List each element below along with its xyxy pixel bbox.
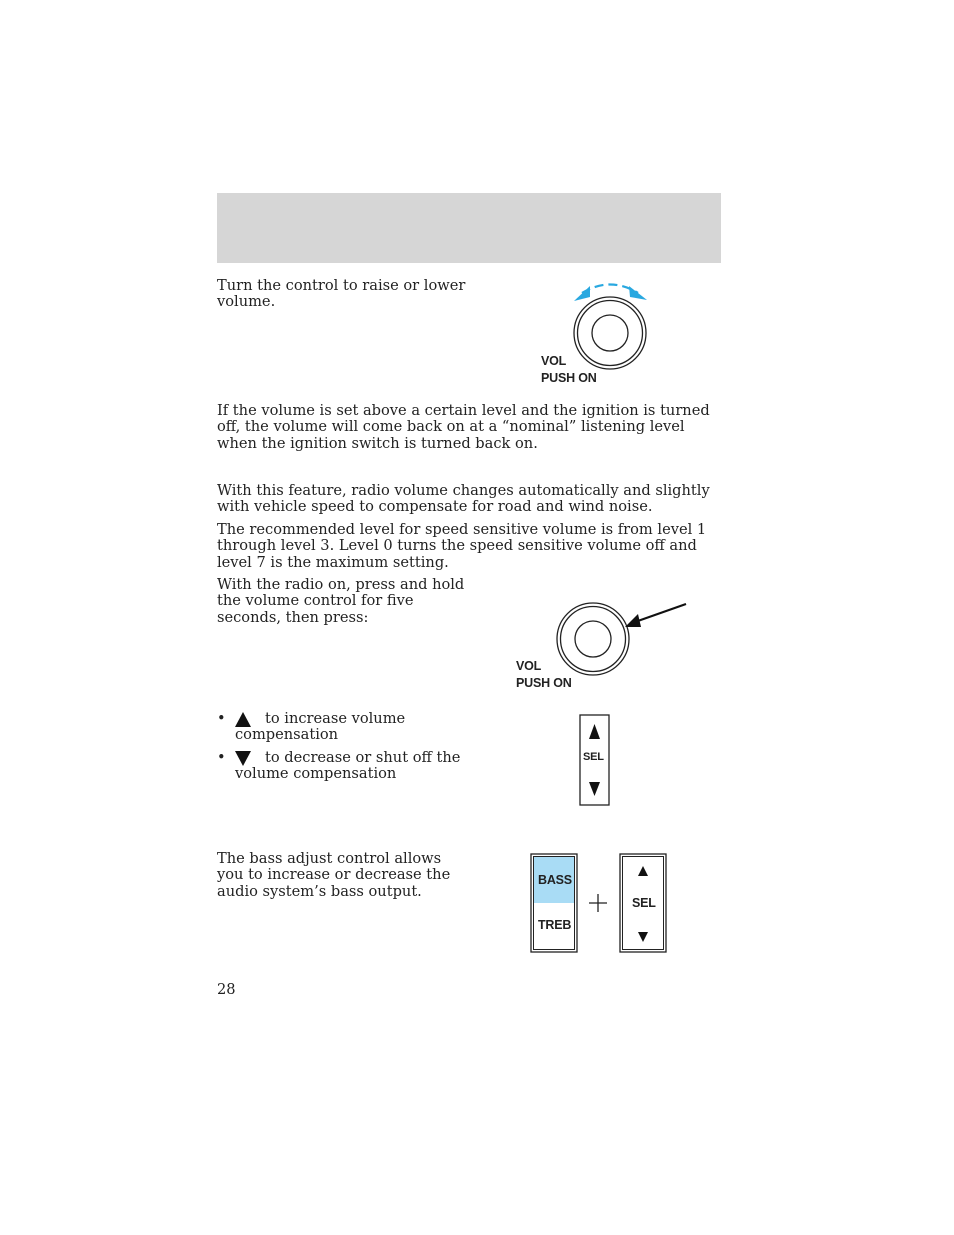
volume-instruction: Turn the control to raise or lower volume.	[217, 277, 466, 311]
bullet-increase-text: to increase volume compensation	[235, 710, 406, 744]
sel-label: SEL	[583, 751, 604, 763]
knob-label-push-on: PUSH ON	[541, 371, 597, 385]
bullet-increase	[217, 711, 477, 745]
speed-sensitive-para2: The recommended level for speed sensitive volume is from level 1 through level 3. Level 0 turns the speed sensitive volume off and level 7 is the maximum setting.	[217, 521, 707, 571]
section-header-band	[217, 193, 721, 263]
knob-label-push-on-2: PUSH ON	[516, 676, 572, 690]
sel-label-2: SEL	[632, 896, 656, 910]
bullet-decrease-text: to decrease or shut off the volume compensation	[235, 749, 461, 783]
bullet-dot: •	[217, 710, 226, 727]
bass-label: BASS	[538, 873, 572, 887]
press-arrow-icon	[635, 604, 686, 622]
volume-memory-note: If the volume is set above a certain level and the ignition is turned off, the volume will come back on at a “nominal” listening level when the ignition switch is turned back on.	[217, 402, 710, 452]
plus-icon	[588, 893, 608, 913]
bullet-dot: •	[217, 749, 226, 766]
knob-label-vol-2: VOL	[516, 659, 542, 673]
treb-label: TREB	[538, 918, 572, 932]
knob-label-vol: VOL	[541, 354, 567, 368]
speed-sensitive-para1: With this feature, radio volume changes automatically and slightly with vehicle speed to compensate for road and wind noise.	[217, 482, 710, 516]
volume-knob-center	[592, 315, 628, 351]
bullet-decrease	[217, 750, 477, 784]
bass-description: The bass adjust control allows you to increase or decrease the audio system’s bass output.	[217, 850, 451, 900]
page-number: 28	[217, 981, 236, 998]
bass-treb-button-illustration	[530, 853, 578, 954]
speed-sensitive-para3: With the radio on, press and hold the volume control for five seconds, then press:	[217, 576, 465, 626]
volume-knob-illustration	[560, 278, 670, 358]
volume-knob-press-illustration	[555, 600, 695, 680]
